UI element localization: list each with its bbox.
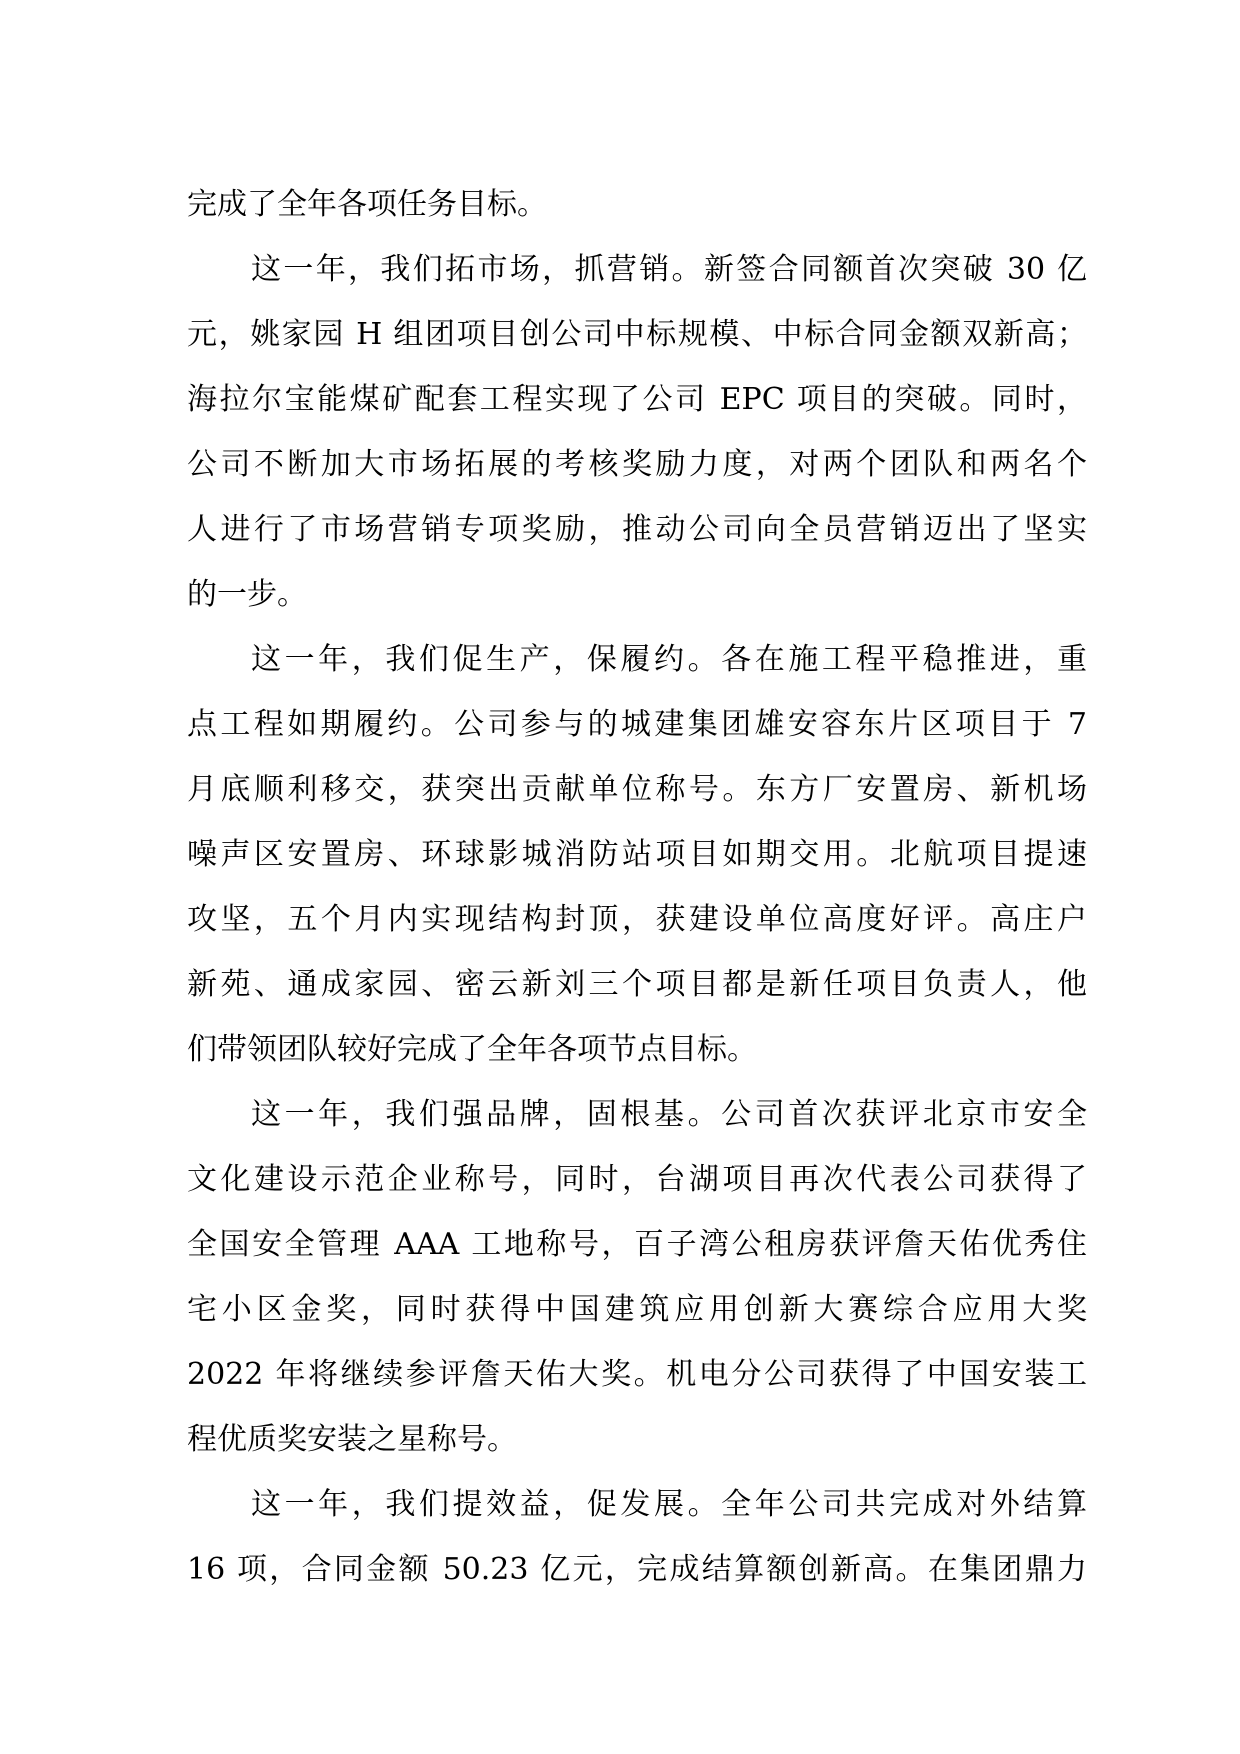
text-line: 程优质奖安装之星称号。	[187, 1422, 517, 1457]
text-line: 2022 年将继续参评詹天佑大奖。机电分公司获得了中国安装工	[187, 1357, 1087, 1392]
body-text	[187, 172, 1087, 1602]
text-line: 点工程如期履约。公司参与的城建集团雄安容东片区项目于 7	[187, 707, 1087, 742]
text-line: 公司不断加大市场拓展的考核奖励力度，对两个团队和两名个	[187, 447, 1087, 482]
text-line: 这一年，我们促生产，保履约。各在施工程平稳推进，重	[251, 642, 1087, 677]
text-line: 宅小区金奖，同时获得中国建筑应用创新大赛综合应用大奖	[187, 1292, 1087, 1327]
text-line: 16 项，合同金额 50.23 亿元，完成结算额创新高。在集团鼎力	[187, 1552, 1087, 1587]
text-line: 海拉尔宝能煤矿配套工程实现了公司 EPC 项目的突破。同时，	[187, 382, 1087, 417]
text-line: 这一年，我们强品牌，固根基。公司首次获评北京市安全	[251, 1097, 1087, 1132]
text-line: 们带领团队较好完成了全年各项节点目标。	[187, 1032, 757, 1067]
text-line: 全国安全管理 AAA 工地称号，百子湾公租房获评詹天佑优秀住	[187, 1227, 1087, 1262]
text-line: 这一年，我们拓市场，抓营销。新签合同额首次突破 30 亿	[251, 252, 1087, 287]
text-line: 的一步。	[187, 577, 307, 612]
text-line: 这一年，我们提效益，促发展。全年公司共完成对外结算	[251, 1487, 1087, 1522]
text-line: 文化建设示范企业称号，同时，台湖项目再次代表公司获得了	[187, 1162, 1087, 1197]
text-line: 人进行了市场营销专项奖励，推动公司向全员营销迈出了坚实	[187, 512, 1087, 547]
text-line: 噪声区安置房、环球影城消防站项目如期交用。北航项目提速	[187, 837, 1087, 872]
text-line: 月底顺利移交，获突出贡献单位称号。东方厂安置房、新机场	[187, 772, 1087, 807]
text-line: 元，姚家园 H 组团项目创公司中标规模、中标合同金额双新高；	[187, 317, 1087, 352]
text-line: 完成了全年各项任务目标。	[187, 187, 547, 222]
text-line: 新苑、通成家园、密云新刘三个项目都是新任项目负责人，他	[187, 967, 1087, 1002]
text-line: 攻坚，五个月内实现结构封顶，获建设单位高度好评。高庄户	[187, 902, 1087, 937]
